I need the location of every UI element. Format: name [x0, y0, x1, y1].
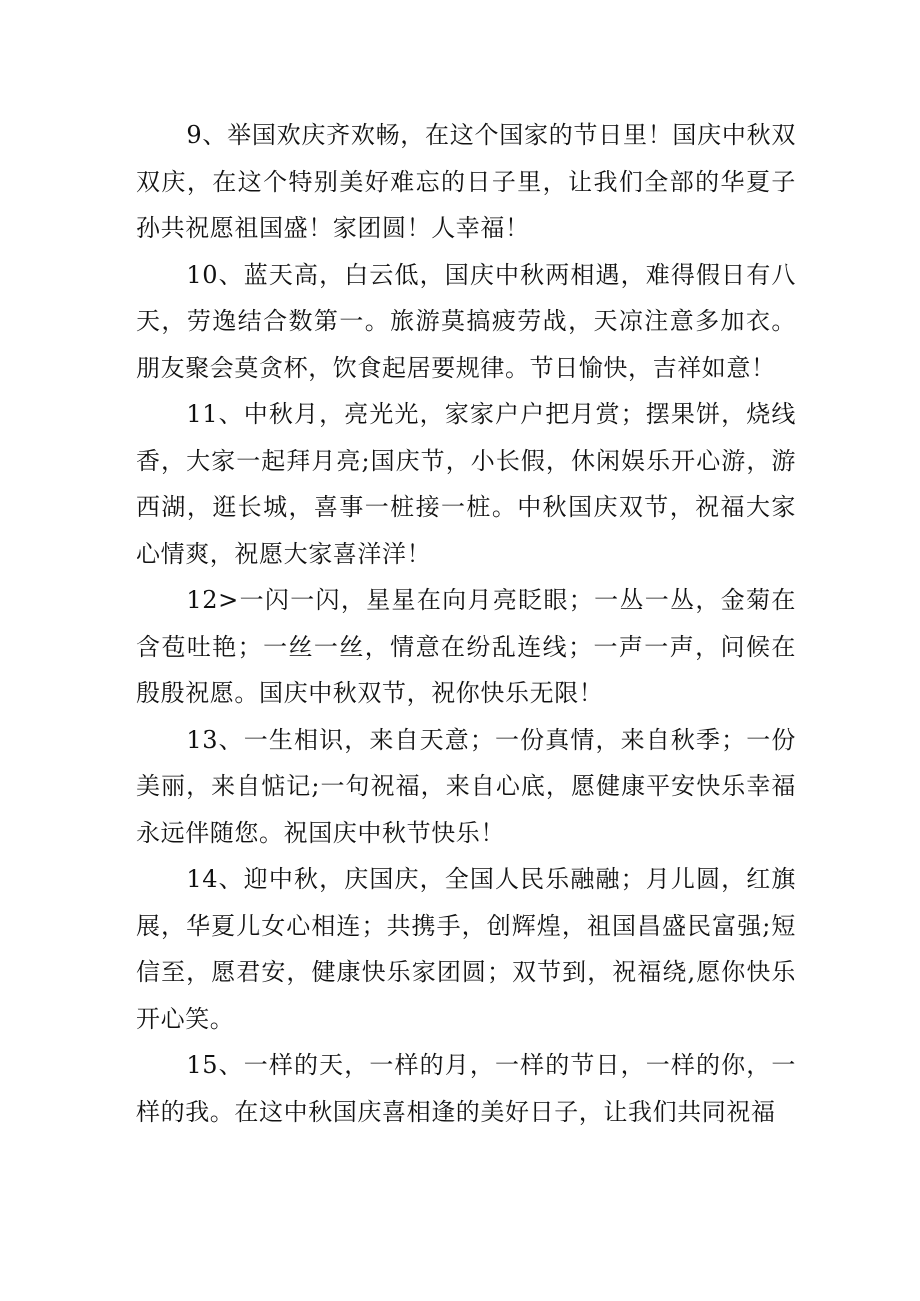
paragraph-12: 12>一闪一闪，星星在向月亮眨眼；一丛一丛，金菊在含苞吐艳；一丝一丝，情意在纷乱连线；一声一声，问候在殷殷祝愿。国庆中秋双节，祝你快乐无限！	[136, 586, 796, 707]
paragraph-14: 14、迎中秋，庆国庆，全国人民乐融融；月儿圆，红旗展，华夏儿女心相连；共携手，创辉煌，祖国昌盛民富强;短信至，愿君安，健康快乐家团圆；双节到，祝福绕,愿你快乐开心笑。	[136, 865, 796, 1033]
paragraph-11: 11、中秋月，亮光光，家家户户把月赏；摆果饼，烧线香，大家一起拜月亮;国庆节，小长假，休闲娱乐开心游，游西湖，逛长城，喜事一桩接一桩。中秋国庆双节，祝福大家心情爽，祝愿大家喜洋洋！	[136, 400, 796, 568]
paragraph-13: 13、一生相识，来自天意；一份真情，来自秋季；一份美丽，来自惦记;一句祝福，来自心底，愿健康平安快乐幸福永远伴随您。祝国庆中秋节快乐！	[136, 725, 796, 847]
document-body	[136, 112, 796, 1135]
paragraph-10: 10、蓝天高，白云低，国庆中秋两相遇，难得假日有八天，劳逸结合数第一。旅游莫搞疲劳战，天凉注意多加衣。朋友聚会莫贪杯，饮食起居要规律。节日愉快，吉祥如意！	[136, 260, 796, 382]
paragraph-9: 9、举国欢庆齐欢畅，在这个国家的节日里！国庆中秋双双庆，在这个特别美好难忘的日子里，让我们全部的华夏子孙共祝愿祖国盛！家团圆！人幸福！	[136, 121, 796, 242]
paragraph-15: 15、一样的天，一样的月，一样的节日，一样的你，一样的我。在这中秋国庆喜相逢的美好日子，让我们共同祝福	[136, 1051, 796, 1126]
